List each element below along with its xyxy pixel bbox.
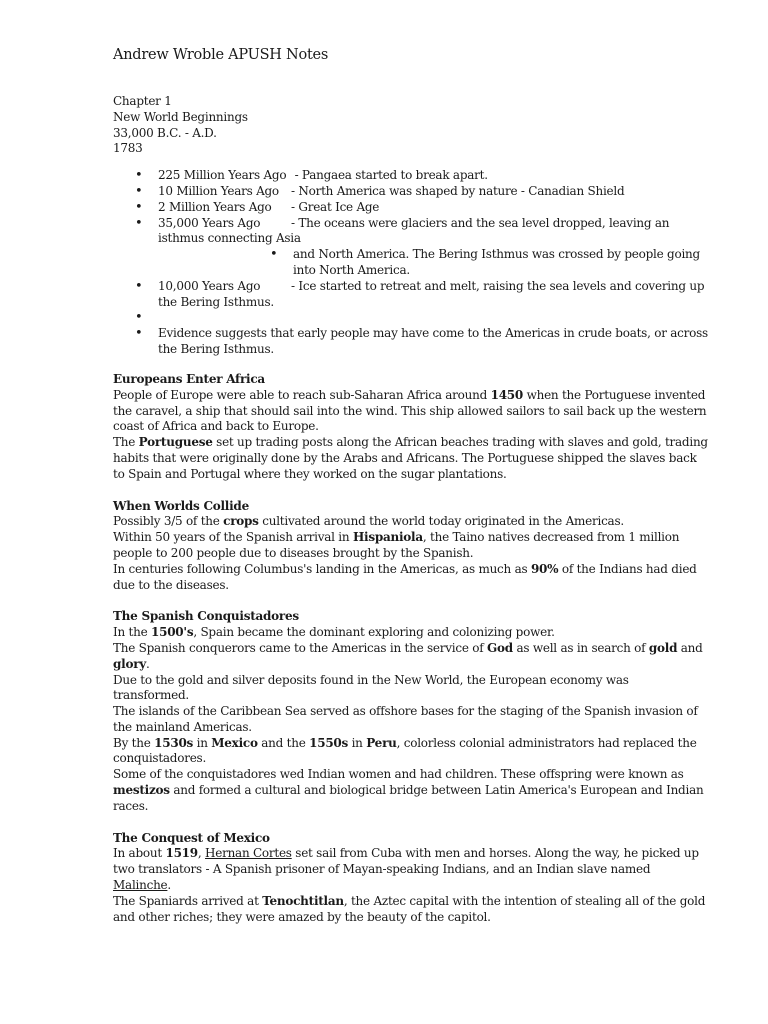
timeline-label: 10 Million Years Ago bbox=[158, 183, 279, 198]
timeline-text: - Great Ice Age bbox=[291, 199, 380, 214]
list-item bbox=[113, 279, 708, 311]
paragraph: Possibly 3/5 of the crops cultivated around the world today originated in the Americas. bbox=[113, 514, 624, 529]
paragraph: In centuries following Columbus's landing in the Americas, as much as 90% of the Indians had died due to the diseases. bbox=[113, 561, 697, 592]
paragraph: In the 1500's, Spain became the dominant exploring and colonizing power. bbox=[113, 625, 555, 640]
list-item bbox=[113, 184, 708, 200]
chapter-dates-end: 1783 bbox=[113, 141, 143, 156]
list-item bbox=[113, 326, 708, 358]
paragraph: The Spanish conquerors came to the Americas in the service of God as well as in search of gold and glory. bbox=[113, 640, 703, 671]
list-item bbox=[113, 168, 708, 184]
timeline-text: - Ice started to retreat and melt, raising the sea levels and covering up the Bering Isthmus. bbox=[158, 278, 705, 309]
timeline-label: 2 Million Years Ago bbox=[158, 199, 272, 214]
paragraph: By the 1530s in Mexico and the 1550s in Peru, colorless colonial administrators had replaced the conquistadores. bbox=[113, 735, 697, 766]
paragraph: The islands of the Caribbean Sea served as offshore bases for the staging of the Spanish invasion of the mainland Americas. bbox=[113, 704, 698, 734]
timeline-label: 10,000 Years Ago bbox=[158, 278, 261, 293]
paragraph: Within 50 years of the Spanish arrival in Hispaniola, the Taino natives decreased from 1 million people to 200 people due to diseases brought by the Spanish. bbox=[113, 530, 680, 560]
chapter-dates: 33,000 B.C. - A.D. bbox=[113, 125, 217, 140]
timeline-text: - The oceans were glaciers and the sea level dropped, leaving an isthmus connecting Asia bbox=[158, 215, 670, 246]
timeline-text: and North America. The Bering Isthmus was crossed by people going into North America. bbox=[293, 247, 700, 277]
list-item bbox=[113, 247, 708, 279]
paragraph: Some of the conquistadores wed Indian women and had children. These offspring were known as mestizos and formed a cultural and biological bridge between Latin America's European and Indian races. bbox=[113, 767, 704, 813]
paragraph: People of Europe were able to reach sub-Saharan Africa around 1450 when the Portuguese invented the caravel, a ship that should sail into the wind. This ship allowed sailors to sail back up the western coast of Africa and back to Europe. bbox=[113, 387, 707, 434]
timeline-label: 35,000 Years Ago bbox=[158, 215, 261, 230]
section-heading: When Worlds Collide bbox=[113, 498, 249, 513]
section-heading: Europeans Enter Africa bbox=[113, 371, 265, 386]
section-heading: The Conquest of Mexico bbox=[113, 830, 270, 845]
list-spacer bbox=[113, 310, 708, 326]
section-heading: The Spanish Conquistadores bbox=[113, 609, 299, 624]
chapter-info bbox=[113, 94, 708, 157]
list-item bbox=[113, 216, 708, 248]
timeline-list bbox=[113, 168, 708, 358]
timeline-text: - Pangaea started to break apart. bbox=[291, 168, 488, 183]
timeline-label: 225 Million Years Ago bbox=[158, 168, 287, 183]
paragraph: In about 1519, Hernan Cortes set sail from Cuba with men and horses. Along the way, he picked up two translators - A Spanish prisoner of Mayan-speaking Indians, and an Indian slave named Malinche. bbox=[113, 846, 699, 893]
document-title: Andrew Wroble APUSH Notes bbox=[113, 47, 329, 63]
list-item bbox=[113, 200, 708, 216]
paragraph: The Portuguese set up trading posts along the African beaches trading with slaves and gold, trading habits that were originally done by the Arabs and Africans. The Portuguese shipped the slaves back to Spain and Portugal where they worked on the sugar plantations. bbox=[113, 435, 708, 481]
timeline-text: - North America was shaped by nature - Canadian Shield bbox=[291, 183, 625, 198]
paragraph: The Spaniards arrived at Tenochtitlan, the Aztec capital with the intention of stealing all of the gold and other riches; they were amazed by the beauty of the capitol. bbox=[113, 893, 706, 924]
chapter-name: New World Beginnings bbox=[113, 109, 248, 124]
paragraph: Due to the gold and silver deposits found in the New World, the European economy was transformed. bbox=[113, 672, 629, 703]
timeline-text: Evidence suggests that early people may have come to the Americas in crude boats, or across the Bering Isthmus. bbox=[158, 326, 708, 357]
chapter-number: Chapter 1 bbox=[113, 94, 172, 108]
